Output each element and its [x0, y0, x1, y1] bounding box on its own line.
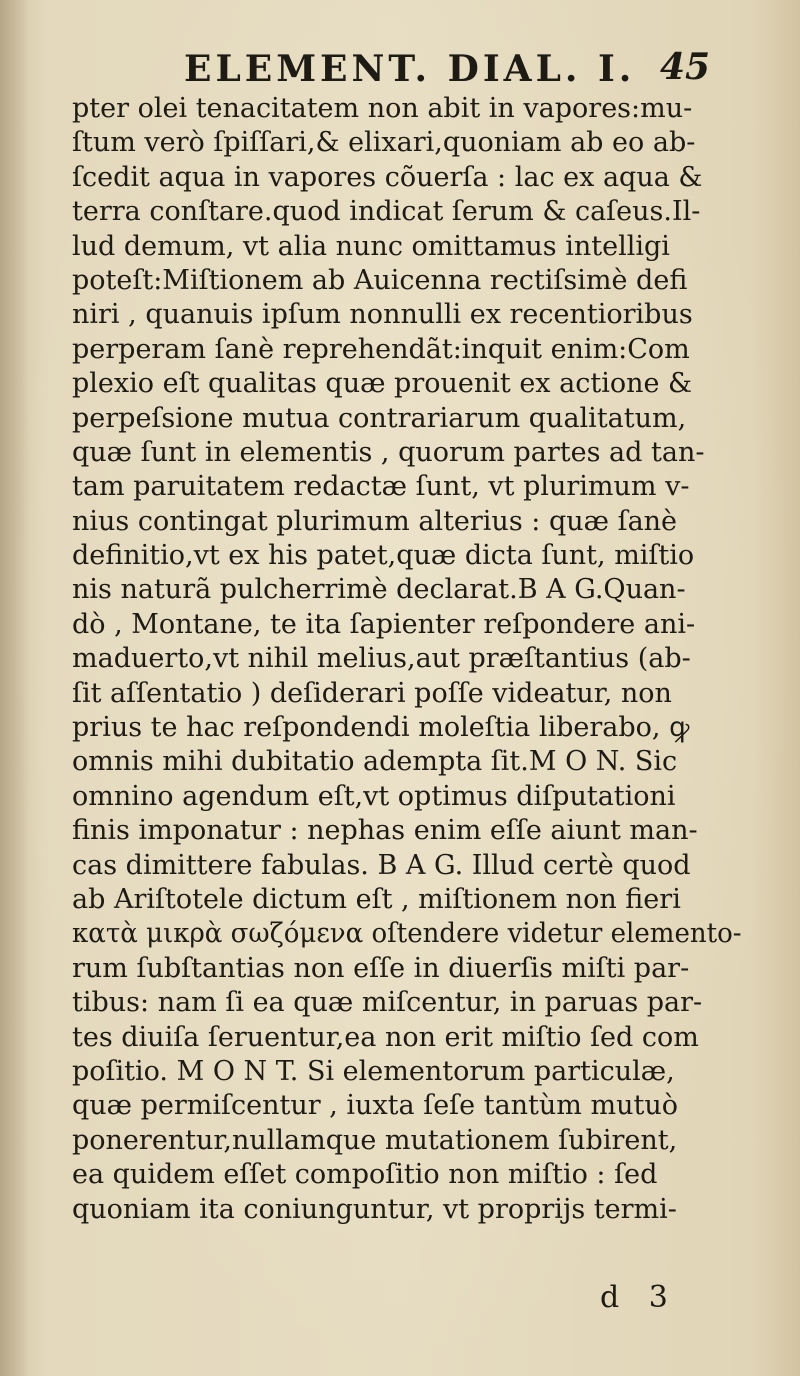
text-line: ſit aſſentatio ) deſiderari poſſe videatur, non	[72, 677, 672, 709]
text-line: terra conſtare.quod indicat ſerum & caſeus.Il-	[72, 196, 701, 228]
text-line: poſitio. M O N T. Si elementorum particulæ,	[72, 1055, 675, 1087]
running-head	[0, 40, 800, 96]
text-line: tibus: nam ſi ea quæ miſcentur, in paruas par-	[72, 987, 703, 1019]
text-line: dò , Montane, te ita ſapienter reſpondere ani-	[72, 608, 696, 640]
text-line: nius contingat plurimum alterius : quæ ſanè	[72, 505, 678, 537]
text-line: omnis mihi dubitatio adempta ſit.M O N. Sic	[72, 746, 678, 778]
page-number: 45	[660, 46, 711, 88]
text-line: pter olei tenacitatem non abit in vapores:mu-	[72, 93, 693, 124]
text-line: tes diuiſa ſeruentur,ea non erit miſtio ſed com	[72, 1021, 699, 1053]
text-line: nis naturã pulcherrimè declarat.B A G.Quan-	[72, 574, 686, 606]
text-line: plexio eſt qualitas quæ prouenit ex actione &	[72, 368, 693, 400]
text-line: maduerto,vt nihil melius,aut præſtantius (ab-	[72, 643, 691, 675]
text-line: quoniam ita coniunguntur, vt proprijs termi-	[72, 1193, 677, 1225]
text-line: prius te hac reſpondendi moleſtia liberabo, ꝙ	[72, 712, 690, 744]
text-line: finis imponatur : nephas enim eſſe aiunt man-	[72, 815, 698, 847]
text-line: definitio,vt ex his patet,quæ dicta ſunt, miſtio	[72, 540, 695, 572]
text-line: ea quidem eſſet compoſitio non miſtio : ſed	[72, 1159, 658, 1191]
body-text	[72, 92, 742, 1227]
text-line: niri , quanuis ipſum nonnulli ex recentioribus	[72, 299, 693, 331]
text-line: ſcedit aqua in vapores cõuerſa : lac ex aqua &	[72, 161, 703, 193]
text-line: κατὰ μικρὰ σωζόμενα oſtendere videtur elemento-	[72, 918, 742, 950]
text-line: quæ ſunt in elementis , quorum partes ad tan-	[72, 436, 705, 468]
text-line: ponerentur,nullamque mutationem ſubirent,	[72, 1124, 678, 1156]
text-line: ab Ariſtotele dictum eſt , miſtionem non fieri	[72, 883, 681, 915]
gutter-shadow	[0, 0, 30, 1376]
text-line: perperam ſanè reprehendãt:inquit enim:Com	[72, 333, 690, 365]
text-line: omnino agendum eſt,vt optimus diſputationi	[72, 780, 676, 812]
text-line: poteſt:Miſtionem ab Auicenna rectiſsimè defi	[72, 264, 688, 296]
text-line: rum ſubſtantias non eſſe in diuerſis miſti par-	[72, 952, 690, 984]
text-line: ſtum verò ſpiſſari,& elixari,quoniam ab eo ab-	[72, 127, 696, 159]
text-line: tam paruitatem redactæ ſunt, vt plurimum v-	[72, 471, 690, 503]
text-line: lud demum, vt alia nunc omittamus intelligi	[72, 230, 670, 262]
signature-mark: d 3	[600, 1280, 668, 1315]
running-title: ELEMENT. DIAL. I.	[184, 48, 636, 90]
text-line: quæ permiſcentur , iuxta ſeſe tantùm mutuò	[72, 1090, 678, 1122]
text-line: perpeſsione mutua contrariarum qualitatum,	[72, 402, 687, 434]
text-line: cas dimittere fabulas. B A G. Illud certè quod	[72, 849, 691, 881]
